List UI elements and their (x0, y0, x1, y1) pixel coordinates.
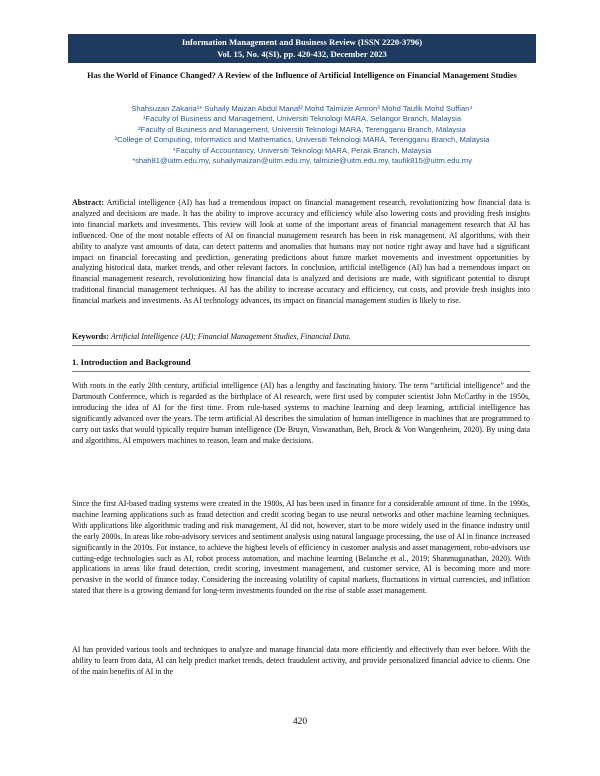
author-block (72, 104, 532, 166)
abstract-label: Abstract: (72, 198, 104, 207)
author-list: Shahsuzan Zakaria¹* Suhaily Maizan Abdul Manaf² Mohd Talmizie Amron³ Mohd Taufik Mohd Suffian⁴ (131, 104, 473, 113)
affiliation-1: ¹Faculty of Business and Management, Universiti Teknologi MARA, Selangor Branch, Malaysia (142, 114, 462, 124)
journal-name: Information Management and Business Review (ISSN 2220-3796) (181, 37, 423, 47)
body-paragraph-1: With roots in the early 20th century, artificial intelligence (AI) has a lengthy and fascinating history. The term “artificial intelligence” and the Dartmouth Conference, which is regarded as the birthplace of AI research, were first used by computer scientist John McCarthy in the 1950s, introducing the idea of AI for the first time. From rule-based systems to machine learning and deep learning, artificial intelligence has significantly advanced over the years. The term artificial AI describes the simulation of human intelligence in machines that are programmed to carry out tasks that would typically require human intelligence (De Bruyn, Viswanathan, Beh, Brock & Von Wangenheim, 2020). By using data and algorithms, AI empowers machines to reason, learn and make decisions. (72, 381, 530, 445)
article-title: Has the World of Finance Changed? A Review of the Influence of Artificial Intelligence on Financial Management Studies (87, 71, 517, 80)
affiliation-4: ⁴Faculty of Accountancy, Universiti Teknologi MARA, Perak Branch, Malaysia (172, 145, 432, 155)
keywords-text: Artificial Intelligence (AI); Financial Management Studies, Financial Data. (110, 332, 351, 341)
section-heading: 1. Introduction and Background (72, 357, 191, 367)
abstract-text: Artificial intelligence (AI) has had a tremendous impact on financial management research, revolutionizing how financial data is analyzed and decisions are made. It has the ability to improve accuracy and efficiency while also lowering costs and providing fresh insights into financial markets and investments. This review will look at some of the important areas of financial management research that AI has influenced. One of the most notable effects of AI on financial management research has been in risk management. AI algorithms, with their ability to analyze vast amounts of data, can detect patterns and anomalies that humans may not notice right away and have had a significant impact on financial forecasting and prediction, generating predictions about future market movements and investment opportunities by analyzing historical data, market trends, and other relevant factors. In conclusion, artificial intelligence (AI) has had a tremendous impact on financial management research, revolutionizing how financial data is analyzed and decisions are made, with significant potential to disrupt traditional financial management techniques. AI has the ability to increase accuracy and efficiency, cut costs, and provide fresh insights into financial markets and investments. As AI technology advances, its impact on financial management studies is likely to rise. (72, 198, 530, 306)
keywords (72, 332, 530, 343)
journal-volume: Vol. 15, No. 4(SI), pp. 420-432, December 2023 (217, 48, 387, 59)
body-paragraph-2: Since the first AI-based trading systems were created in the 1980s, AI has been used in finance for a considerable amount of time. In the 1990s, machine learning applications such as fraud detection and credit scoring began to use neural networks and other machine learning techniques. With applications like algorithmic trading and risk management, AI did not, however, start to be more widely used in the finance industry until the early 2000s. In areas like robo-advisory services and sentiment analysis using natural language processing, the use of AI in finance increased significantly in the 2010s. For instance, to achieve the highest levels of efficiency in customer analysis and asset management, robo-advisors use cutting-edge technologies such as AI, robot process automation, and machine learning (Belanche et al., 2019; Shanmuganathan, 2020). With applications in areas like fraud detection, credit scoring, investment management, and customer service, AI is becoming more and more pervasive in the world of finance today. Considering the increasing volatility of capital markets, fluctuations in virtual currencies, and inflation stated that there is a growing demand for long-term investments founded on the rise of stable asset management. (72, 499, 530, 596)
author-emails[interactable]: *shah81@uitm.edu.my, suhailymaizan@uitm.edu.my, talmizie@uitm.edu.my, taufik815@uitm.edu.my (132, 156, 472, 166)
page-number: 420 (292, 717, 308, 727)
affiliation-2: ²Faculty of Business and Management, Universiti Teknologi MARA, Terengganu Branch, Malaysia (138, 124, 466, 134)
abstract (72, 198, 530, 307)
section-divider-bottom (72, 371, 530, 372)
affiliation-3: ³College of Computing, Informatics and Mathematics, Universiti Teknologi MARA, Terengganu Branch, Malaysia (114, 135, 490, 145)
section-divider-top (72, 345, 530, 346)
body-paragraph-3: AI has provided various tools and techniques to analyze and manage financial data more efficiently and effectively than ever before. With the ability to learn from data, AI can help predict market trends, detect fraudulent activity, and provide personalized financial advice to clients. One of the main benefits of AI in the (72, 645, 530, 676)
journal-header-banner (68, 34, 536, 63)
keywords-label: Keywords: (72, 332, 109, 341)
